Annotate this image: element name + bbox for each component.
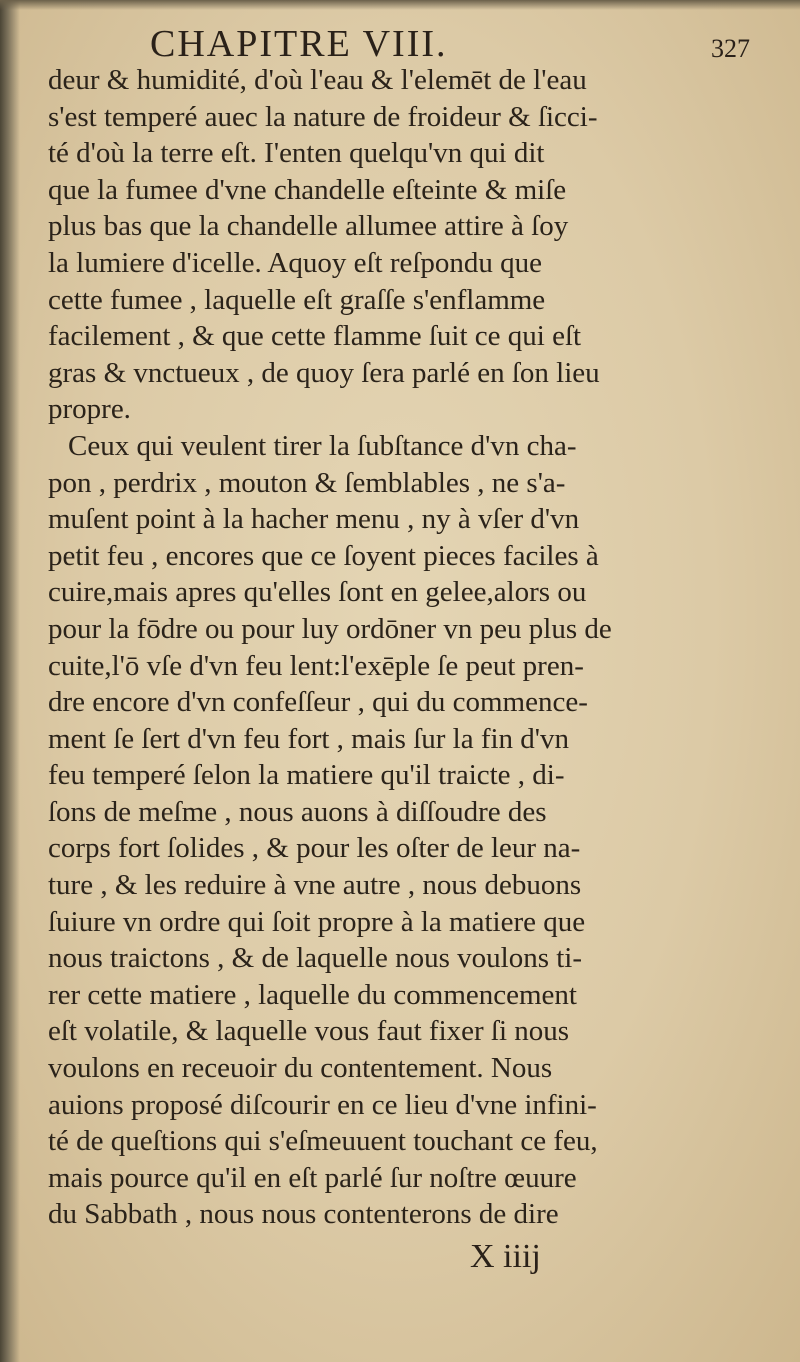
text-line: cuire,mais apres qu'elles ſont en gelee,alors ou [48,576,587,609]
text-line: facilement , & que cette flamme ſuit ce qui eſt [48,320,582,353]
body-text [48,62,658,1233]
top-edge-shadow [0,0,800,10]
text-line: feu temperé ſelon la matiere qu'il traicte , di- [48,759,565,792]
text-line: té de queſtions qui s'eſmeuuent touchant ce feu, [48,1125,598,1158]
text-line: plus bas que la chandelle allumee attire à ſoy [48,210,569,243]
text-line: pon , perdrix , mouton & ſemblables , ne s'a- [48,466,566,499]
text-line: propre. [48,393,131,426]
text-line: cuite,l'ō vſe d'vn feu lent:l'exēple ſe peut pren- [48,649,584,682]
text-line: la lumiere d'icelle. Aquoy eſt reſpondu que [48,246,543,279]
text-line: ture , & les reduire à vne autre , nous debuons [48,869,582,902]
text-line: té d'où la terre eſt. I'enten quelqu'vn qui dit [48,137,545,170]
text-line: que la fumee d'vne chandelle eſteinte & miſe [48,173,567,206]
running-title: CHAPITRE VIII. [150,23,448,65]
text-line: gras & vnctueux , de quoy ſera parlé en ſon lieu [48,356,600,389]
text-line: rer cette matiere , laquelle du commencement [48,978,577,1011]
signature-mark: X iiij [470,1238,541,1275]
text-line: ment ſe ſert d'vn feu fort , mais ſur la fin d'vn [48,722,570,755]
text-line: nous traictons , & de laquelle nous voulons ti- [48,942,583,975]
text-line: cette fumee , laquelle eſt graſſe s'enflamme [48,283,546,316]
text-line: dre encore d'vn confeſſeur , qui du commence- [48,686,588,719]
text-line: muſent point à la hacher menu , ny à vſer d'vn [48,503,580,536]
text-line: corps fort ſolides , & pour les oſter de leur na- [48,832,581,865]
paragraph-start-line: Ceux qui veulent tirer la ſubſtance d'vn cha- [68,429,577,462]
binding-shadow [0,0,20,1362]
text-line: ſuiure vn ordre qui ſoit propre à la matiere que [48,905,586,938]
text-line: pour la fōdre ou pour luy ordōner vn peu plus de [48,612,612,645]
text-line: mais pource qu'il en eſt parlé ſur noſtre œuure [48,1161,577,1194]
text-line: deur & humidité, d'où l'eau & l'elemēt de l'eau [48,64,587,96]
text-line: auions proposé diſcourir en ce lieu d'vne infini- [48,1088,597,1121]
text-line: eſt volatile, & laquelle vous faut fixer ſi nous [48,1015,570,1048]
text-line: voulons en receuoir du contentement. Nous [48,1052,553,1085]
text-line: s'est temperé auec la nature de froideur & ſicci- [48,100,598,133]
text-line: du Sabbath , nous nous contenterons de dire [48,1198,559,1231]
text-line: ſons de meſme , nous auons à diſſoudre des [48,795,547,828]
page-number: 327 [711,34,750,63]
text-line: petit feu , encores que ce ſoyent pieces faciles à [48,539,599,572]
